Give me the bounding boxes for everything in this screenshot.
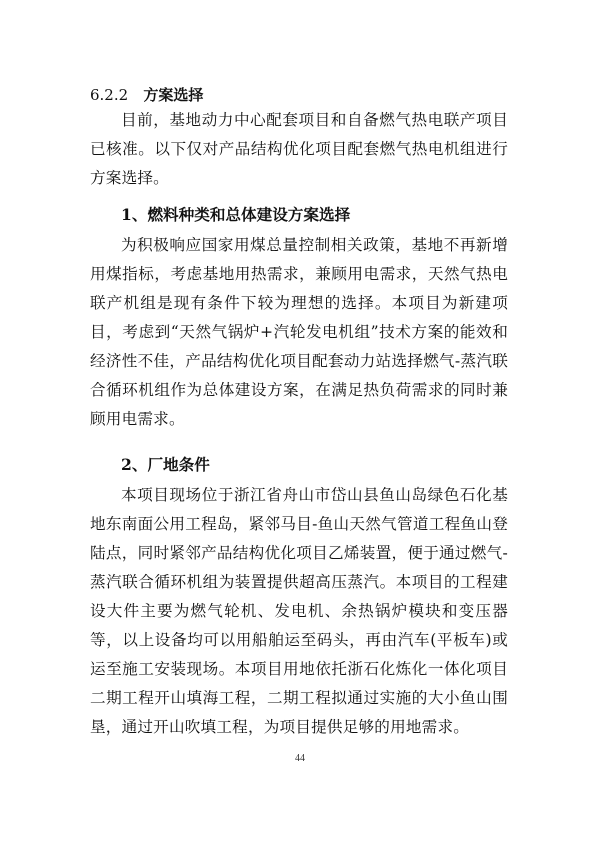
section-heading bbox=[90, 84, 203, 106]
page-number: 44 bbox=[295, 753, 305, 764]
subsection-heading-fuel: 1、燃料种类和总体建设方案选择 bbox=[121, 205, 351, 224]
subsection-body-fuel: 为积极响应国家用煤总量控制相关政策，基地不再新增用煤指标，考虑基地用热需求，兼顾用电需求，天然气热电联产机组是现有条件下较为理想的选择。本项目为新建项目，考虑到“天然气锅炉+汽轮发电机组”技术方案的能效和经济性不佳，产品结构优化项目配套动力站选择燃气-蒸汽联合循环机组作为总体建设方案，在满足热负荷需求的同时兼顾用电需求。 bbox=[90, 236, 508, 428]
subsection-body-site: 本项目现场位于浙江省舟山市岱山县鱼山岛绿色石化基地东南面公用工程岛，紧邻马目-鱼山天然气管道工程鱼山登陆点，同时紧邻产品结构优化项目乙烯装置，便于通过燃气-蒸汽联合循环机组为装置提供超高压蒸汽。本项目的工程建设大件主要为燃气轮机、发电机、余热锅炉模块和变压器等，以上设备均可以用船舶运至码头，再由汽车(平板车)或运至施工安装现场。本项目用地依托浙石化炼化一体化项目二期工程开山填海工程，二期工程拟通过实施的大小鱼山围垦，通过开山吹填工程，为项目提供足够的用地需求。 bbox=[90, 486, 508, 736]
section-title: 方案选择 bbox=[143, 86, 204, 104]
section-number: 6.2.2 bbox=[90, 86, 129, 104]
intro-paragraph: 目前，基地动力中心配套项目和自备燃气热电联产项目已核准。以下仅对产品结构优化项目配套燃气热电机组进行方案选择。 bbox=[90, 111, 508, 187]
subsection-heading-site: 2、厂地条件 bbox=[121, 455, 210, 474]
